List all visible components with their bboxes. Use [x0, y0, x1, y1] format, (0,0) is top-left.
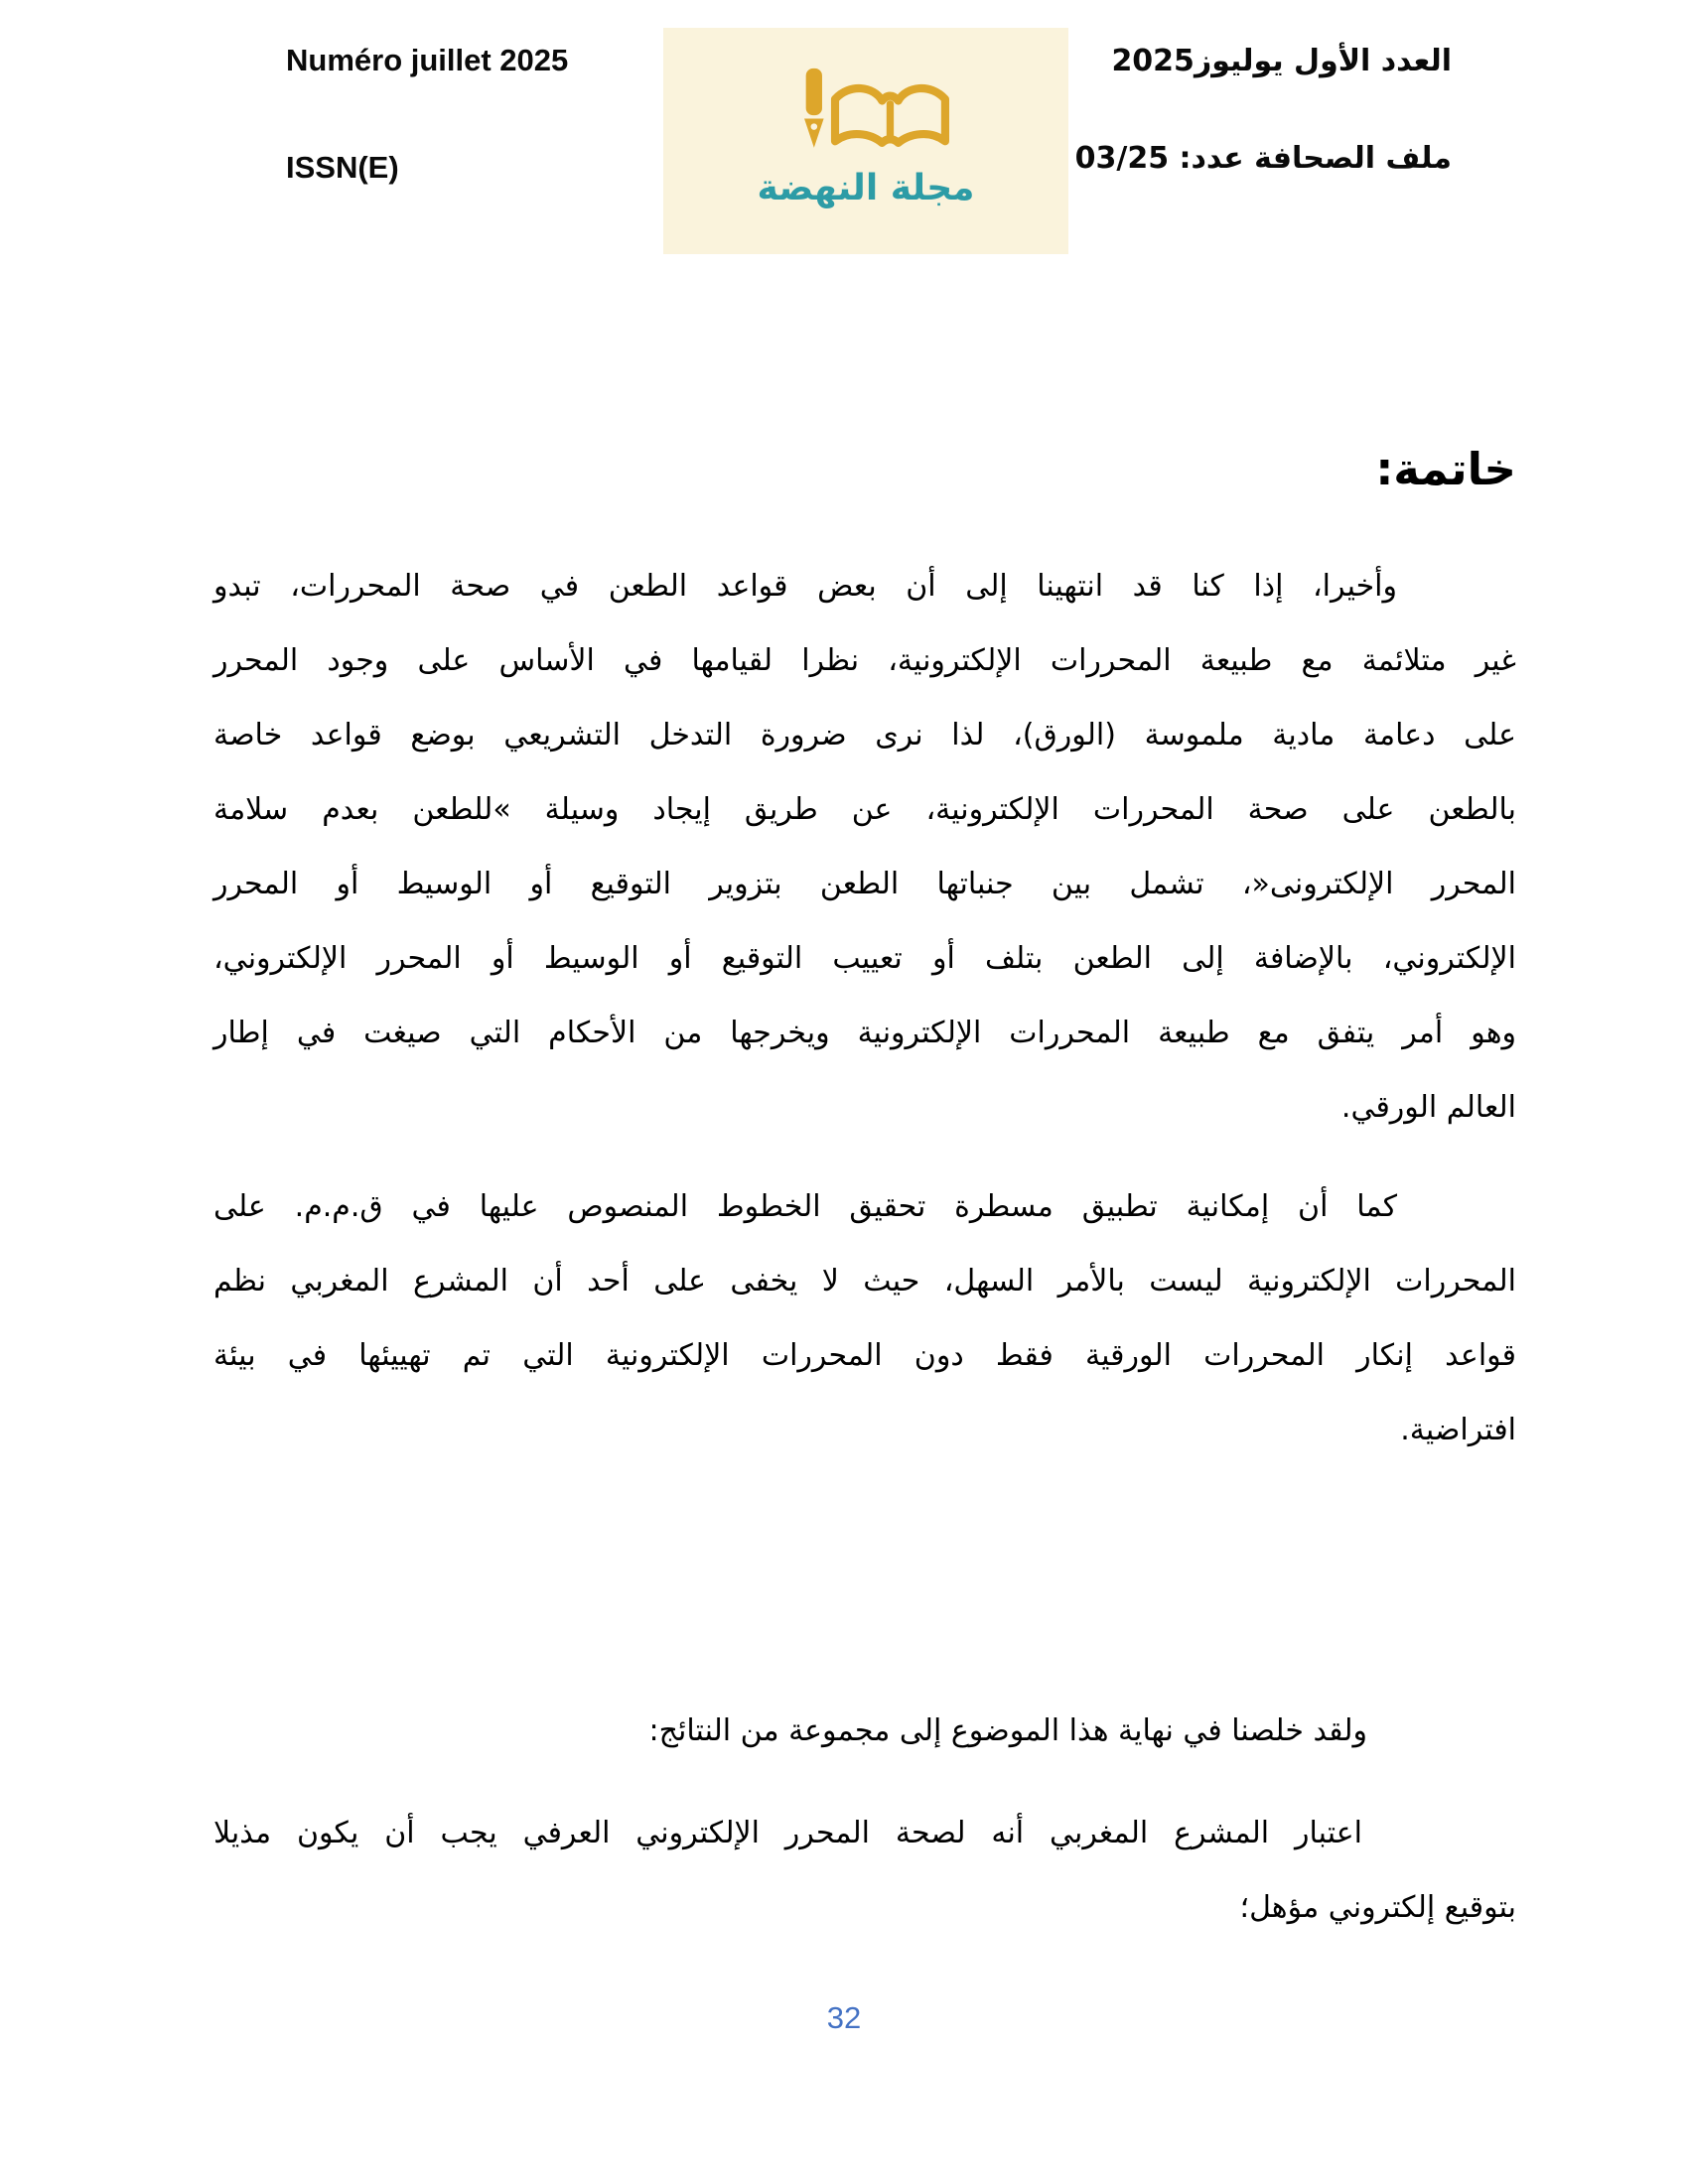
text-line: بالطعن على صحة المحررات الإلكترونية، عن طريق إيجاد وسيلة »للطعن بعدم سلامة: [213, 792, 1516, 827]
body-paragraphs: [213, 549, 1516, 1945]
journal-logo-title: مجلة النهضة: [757, 168, 975, 208]
header-left: [286, 42, 568, 187]
page-header: [0, 0, 1688, 263]
issn-label: ISSN(E): [286, 150, 399, 185]
text-line: وهو أمر يتفق مع طبيعة المحررات الإلكترونية ويخرجها من الأحكام التي صيغت في إطار: [213, 1016, 1516, 1050]
page-number: 32: [826, 2000, 862, 2035]
text-line: افتراضية.: [1400, 1413, 1516, 1447]
section-heading: خاتمة:: [1375, 443, 1516, 495]
header-right: [1075, 40, 1452, 181]
text-line: على دعامة مادية ملموسة (الورق)، لذا نرى ضرورة التدخل التشريعي بوضع قواعد خاصة: [213, 718, 1516, 752]
text-line: المحررات الإلكترونية ليست بالأمر السهل، حيث لا يخفى على أحد أن المشرع المغربي نظم: [213, 1264, 1516, 1298]
journal-logo: [663, 28, 1068, 254]
text-line: المحرر الإلكترونى«، تشمل بين جنباتها الطعن بتزوير التوقيع أو الوسيط أو المحرر: [213, 867, 1516, 901]
document-body: [0, 440, 1688, 1945]
paragraph-p4: [213, 1796, 1516, 1945]
text-line: قواعد إنكار المحررات الورقية فقط دون المحررات الإلكترونية التي تم تهييئها في بيئة: [213, 1338, 1516, 1373]
press-file-number: ملف الصحافة عدد: 03/25: [1074, 141, 1452, 176]
paragraph-p1: [213, 549, 1516, 1145]
text-line: غير متلائمة مع طبيعة المحررات الإلكترونية، نظرا لقيامها في الأساس على وجود المحرر: [213, 643, 1516, 678]
page-footer: [0, 2000, 1688, 2036]
text-line: العالم الورقي.: [1340, 1090, 1516, 1125]
text-line: اعتبار المشرع المغربي أنه لصحة المحرر الإلكتروني العرفي يجب أن يكون مذيلا: [213, 1816, 1362, 1850]
pen-and-open-book-icon: [761, 64, 971, 169]
issue-number-arabic: العدد الأول يوليوز2025: [1111, 44, 1452, 78]
paragraph-p3: [213, 1694, 1516, 1768]
text-line: وأخيرا، إذا كنا قد انتهينا إلى أن بعض قواعد الطعن في صحة المحررات، تبدو: [213, 569, 1397, 604]
text-line: الإلكتروني، بالإضافة إلى الطعن بتلف أو تعييب التوقيع أو الوسيط أو المحرر الإلكتروني،: [213, 941, 1516, 976]
text-line: ولقد خلصنا في نهاية هذا الموضوع إلى مجموعة من النتائج:: [648, 1713, 1367, 1748]
text-line: بتوقيع إلكتروني مؤهل؛: [1239, 1890, 1516, 1925]
paragraph-p2: [213, 1169, 1516, 1467]
issue-date-french: Numéro juillet 2025: [286, 43, 569, 77]
text-line: كما أن إمكانية تطبيق مسطرة تحقيق الخطوط المنصوص عليها في ق.م.م. على: [213, 1189, 1397, 1224]
